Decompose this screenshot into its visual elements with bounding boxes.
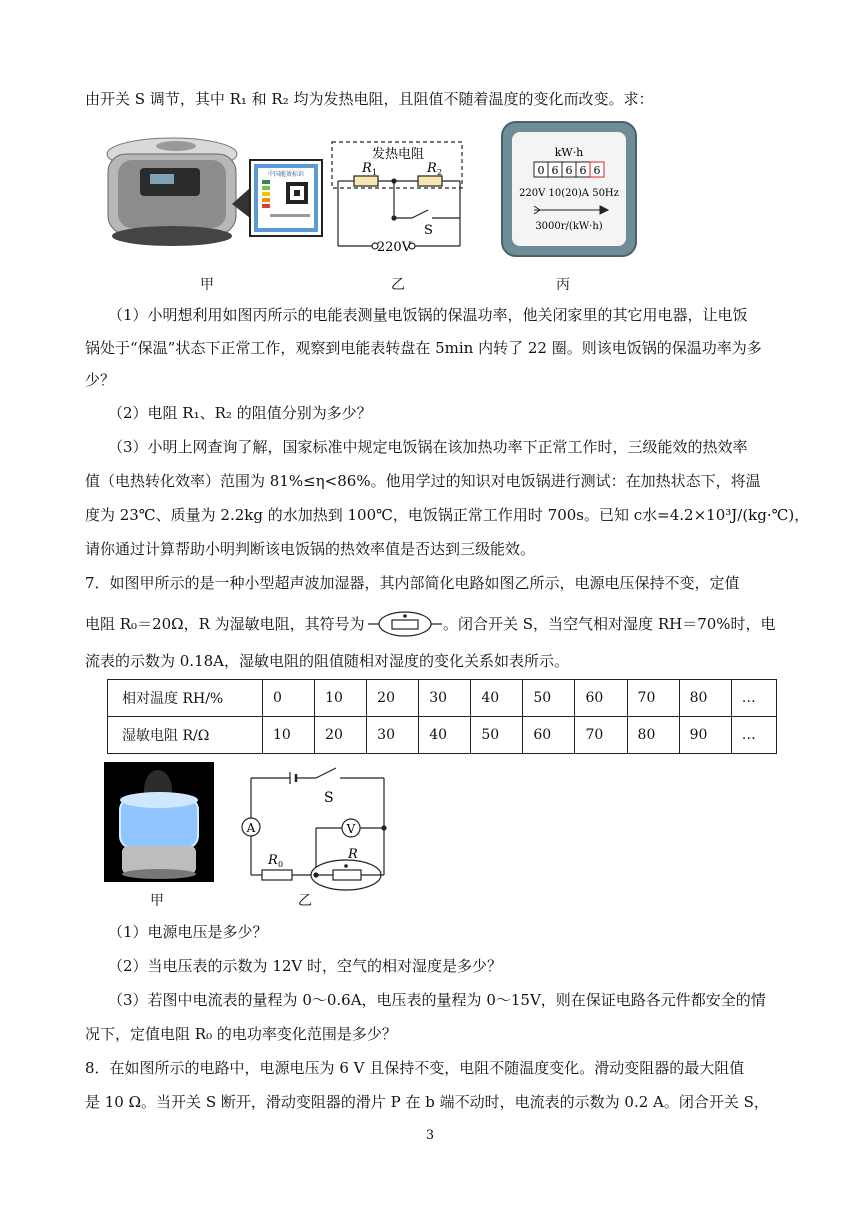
table-cell: 30: [367, 717, 419, 754]
r1-subscript: 1: [372, 168, 378, 177]
q7-part2: （2）当电压表的示数为 12V 时，空气的相对湿度是多少？: [108, 957, 503, 975]
figure-7-caption-b: 乙: [298, 893, 312, 909]
meter-spec: 220V 10(20)A 50Hz: [519, 188, 619, 199]
table-cell: 10: [263, 717, 315, 754]
table-cell: 60: [575, 680, 627, 717]
r1-label: R: [362, 161, 372, 176]
q6-part2: （2）电阻 R₁、R₂ 的阻值分别为多少？: [108, 404, 372, 422]
q6-part3-line2: 值（电热转化效率）范围为 81%≤η<86%。他用学过的知识对电饭锅进行测试：在加热状态下，将温: [85, 472, 761, 490]
intro-line: 由开关 S 调节，其中 R₁ 和 R₂ 均为发热电阻，且阻值不随着温度的变化而改变。求：: [85, 90, 654, 108]
table-cell: 20: [367, 680, 419, 717]
table-cell: 30: [419, 680, 471, 717]
meter-digit-5: 6: [593, 164, 601, 177]
table-cell: 70: [627, 680, 679, 717]
q7-line1: 7．如图甲所示的是一种小型超声波加湿器，其内部简化电路如图乙所示，电源电压保持不变，定值: [85, 574, 740, 592]
humidity-resistor-symbol-icon: [368, 610, 442, 638]
r0-label: R: [268, 853, 278, 868]
meter-digit-2: 6: [551, 164, 559, 177]
q7-part1: （1）电源电压是多少？: [108, 923, 268, 941]
q8-line2: 是 10 Ω。当开关 S 断开，滑动变阻器的滑片 P 在 b 端不动时，电流表的示数为 0.2 A。闭合开关 S，: [85, 1093, 769, 1111]
q7-line3: 流表的示数为 0.18A，湿敏电阻的阻值随相对湿度的变化关系如表所示。: [85, 652, 570, 670]
figure-6: [0, 118, 860, 288]
table-cell: 50: [471, 717, 523, 754]
figure-7-caption-a: 甲: [150, 893, 164, 909]
meter-digit-4: 6: [579, 164, 587, 177]
q6-part1-line3: 少？: [85, 371, 116, 389]
table-cell: 40: [471, 680, 523, 717]
table-cell: 80: [627, 717, 679, 754]
r2-label: R: [427, 161, 437, 176]
meter-unit: kW·h: [554, 146, 584, 159]
switch-s-label: S: [424, 223, 433, 238]
table-row: [108, 680, 777, 717]
page-number: 3: [425, 1128, 435, 1143]
ammeter-label: A: [246, 821, 256, 835]
table-cell: 90: [679, 717, 731, 754]
q6-part3-line4: 请你通过计算帮助小明判断该电饭锅的热效率值是否达到三级能效。: [85, 540, 536, 558]
r0-subscript: 0: [278, 860, 284, 869]
table-cell: 80: [679, 680, 731, 717]
voltage-label: 220V: [376, 240, 412, 255]
table-cell: …: [731, 680, 776, 717]
figure-6-caption-a: 甲: [200, 277, 214, 293]
table-cell: 40: [419, 717, 471, 754]
humidifier-circuit-diagram: [242, 768, 386, 890]
q8-line1: 8．在如图所示的电路中，电源电压为 6 V 且保持不变，电阻不随温度变化。滑动变阻器的最大阻值: [85, 1059, 745, 1077]
meter-digit-3: 6: [565, 164, 573, 177]
rice-cooker-image: [107, 138, 237, 246]
q7-part3-line1: （3）若图中电流表的量程为 0～0.6A，电压表的量程为 0～15V，则在保证电路各元件都安全的情: [108, 991, 766, 1009]
figure-6-caption-b: 乙: [391, 277, 405, 293]
energy-label-image: [232, 160, 322, 236]
electric-meter: [502, 122, 636, 256]
r-label: R: [348, 847, 358, 862]
table-cell: 0: [263, 680, 315, 717]
q6-part1-line1: （1）小明想利用如图丙所示的电能表测量电饭锅的保温功率，他关闭家里的其它用电器，让电饭: [108, 306, 748, 324]
table-cell: 70: [575, 717, 627, 754]
table-cell: 10: [315, 680, 367, 717]
humidity-resistance-table: [107, 679, 777, 754]
table-row: [108, 717, 777, 754]
q7-line2a: 电阻 R₀＝20Ω，R 为湿敏电阻，其符号为: [85, 615, 365, 633]
voltmeter-label: V: [346, 822, 356, 836]
q6-part1-line2: 锅处于“保温”状态下正常工作，观察到电能表转盘在 5min 内转了 22 圈。则该电饭锅的保温功率为多: [85, 339, 762, 357]
humidifier-image: [104, 762, 214, 882]
table-cell: 50: [523, 680, 575, 717]
q7-part3-line2: 况下，定值电阻 R₀ 的电功率变化范围是多少？: [85, 1025, 397, 1043]
figure-7: [0, 760, 860, 915]
q7-line2b: 。闭合开关 S，当空气相对湿度 RH＝70%时，电: [443, 615, 776, 633]
meter-rate: 3000r/(kW·h): [535, 221, 603, 232]
table-cell: 20: [315, 717, 367, 754]
table-row-header: 湿敏电阻 R/Ω: [108, 717, 263, 754]
switch-label: S: [324, 790, 334, 806]
q6-part3-line1: （3）小明上网查询了解，国家标准中规定电饭锅在该加热功率下正常工作时，三级能效的热效率: [108, 438, 748, 456]
heating-resistor-label: 发热电阻: [371, 147, 425, 162]
table-cell: …: [731, 717, 776, 754]
table-row-header: 相对温度 RH/%: [108, 680, 263, 717]
meter-digit-1: 0: [537, 164, 545, 177]
q6-part3-line3: 度为 23℃、质量为 2.2kg 的水加热到 100℃，电饭锅正常工作用时 700s。已知 c水=4.2×10³J/(kg·℃)，: [85, 506, 810, 524]
table-cell: 60: [523, 717, 575, 754]
r2-subscript: 2: [437, 168, 443, 177]
figure-6-caption-c: 丙: [556, 277, 570, 293]
energy-label-brand: 中国能效标识: [267, 171, 305, 178]
